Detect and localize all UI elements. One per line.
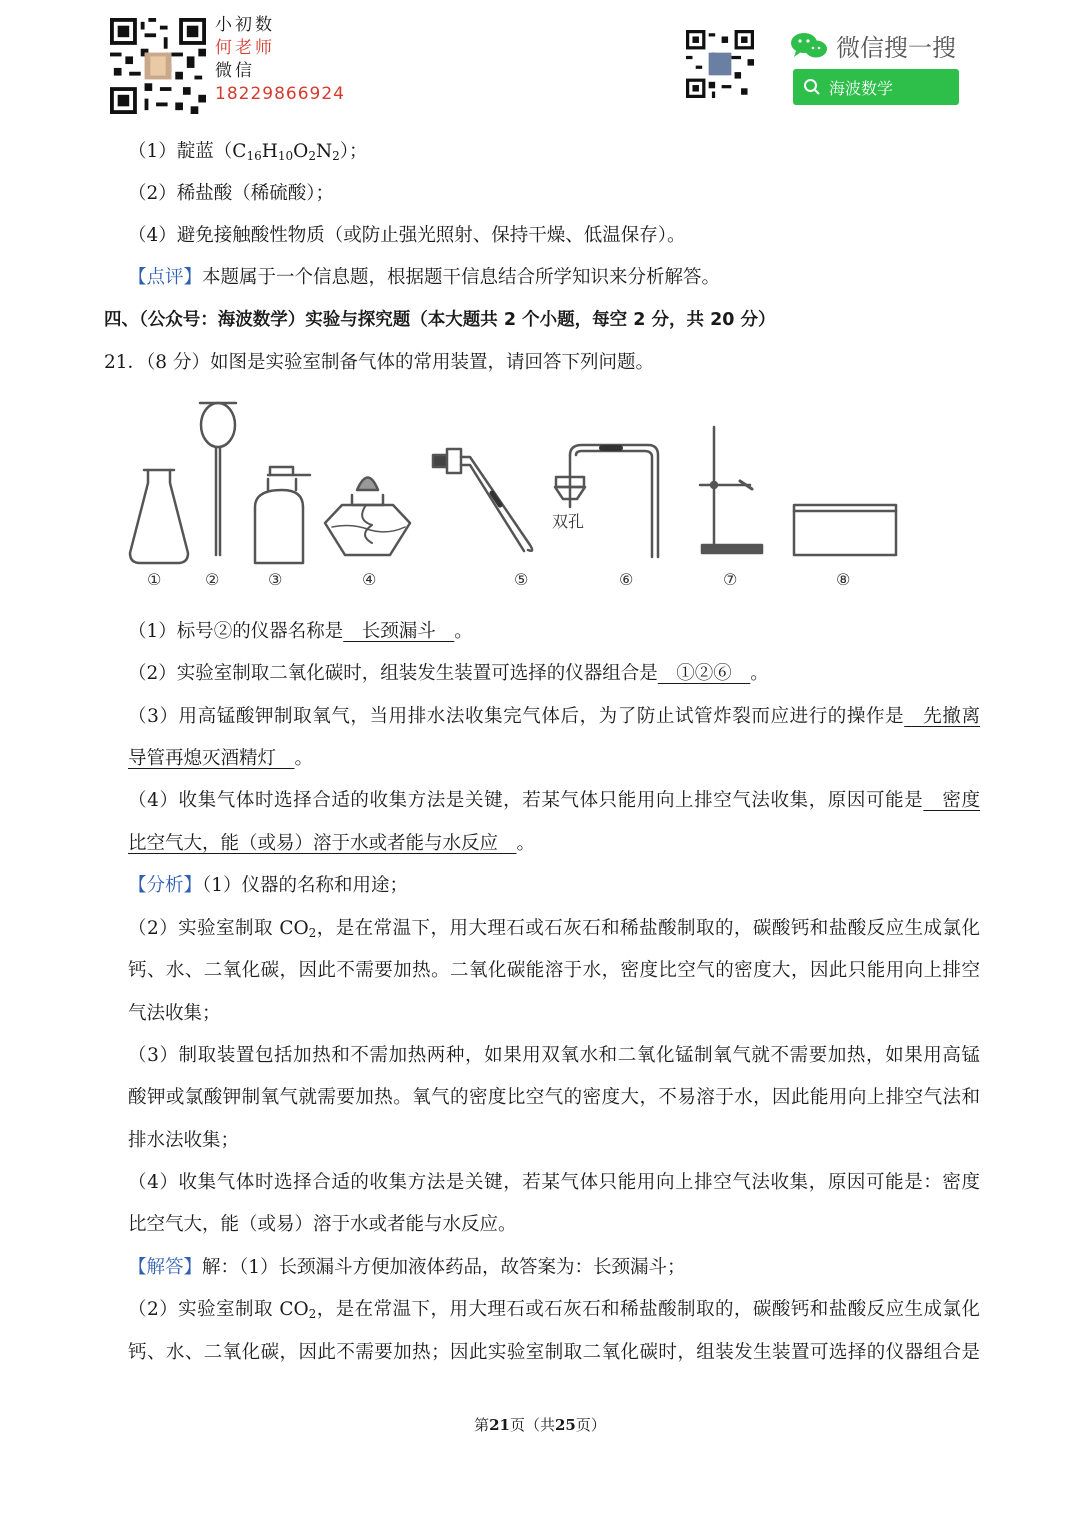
iron-stand [700,427,762,553]
answer-blank-3b: 导管再熄灭酒精灯 [128,748,295,769]
long-neck-funnel [200,403,236,555]
sub-question-4a: （4）收集气体时选择合适的收集方法是关键，若某气体只能用向上排空气法收集，原因可能是 密度 [128,790,980,811]
qr-code-right [686,30,754,98]
question-21: 21．（8 分）如图是实验室制备气体的常用装置，请回答下列问题。 [104,352,654,373]
analysis-line-4a: （4）收集气体时选择合适的收集方法是关键，若某气体只能用向上排空气法收集，原因可能是：密度 [128,1172,980,1193]
search-icon [803,78,821,96]
conical-flask [130,470,188,563]
analysis-line-4b: 比空气大，能（或易）溶于水或者能与水反应。 [128,1214,517,1235]
answer-blank-4b: 比空气大，能（或易）溶于水或者能与水反应 [128,833,517,854]
handwriting-phone: 18229866924 [215,84,345,104]
comment-line: 【点评】本题属于一个信息题，根据题干信息结合所学知识来分析解答。 [128,267,721,288]
analysis-line-2a: （2）实验室制取 $CO_2$，是在常温下，用大理石或石灰石和稀盐酸制取的，碳酸钙和盐酸反应生成氯化 [128,918,980,940]
analysis-line-3a: （3）制取装置包括加热和不需加热两种，如果用双氧水和二氧化锰制氧气就不需要加热，如果用高锰 [128,1045,980,1066]
wechat-icon [790,31,828,61]
answer-blank-3a: 先撤离 [904,706,980,727]
figure-label-6: ⑥ [619,570,634,589]
figure-label-5: ⑤ [514,570,529,589]
alcohol-lamp [325,478,410,556]
sub-question-2: （2）实验室制取二氧化碳时，组装发生装置可选择的仪器组合是 ①②⑥ 。 [128,663,769,684]
comment-tag: 【点评】 [128,267,203,288]
analysis-line-1: 【分析】（1）仪器的名称和用途； [128,875,409,896]
search-button[interactable] [793,69,959,105]
sub-question-4b: 比空气大，能（或易）溶于水或者能与水反应 。 [128,833,536,854]
answer-line-1: （1）靛蓝$(C_{16}H_{10}O_2N_2)$； [128,141,368,163]
handwriting-line-2: 何老师 [215,38,275,58]
answer-line-a2: （2）实验室制取 $CO_2$，是在常温下，用大理石或石灰石和稀盐酸制取的，碳酸钙和盐酸反应生成氯化 [128,1299,980,1321]
answer-tag: 【解答】 [128,1257,203,1278]
wechat-search-label: 微信搜一搜 [836,34,956,62]
bent-tube-with-stopper [433,449,532,551]
figure-label-3: ③ [268,570,283,589]
search-button-label: 海波数学 [829,78,894,98]
analysis-line-3b: 酸钾或氯酸钾制氧气就需要加热。氧气的密度比空气的密度大，不易溶于水，因此能用向上排空气法和 [128,1087,980,1108]
page-footer: 第21页（共25页） [474,1416,606,1434]
figure-label-4: ④ [362,570,377,589]
answer-blank-1: 长颈漏斗 [343,621,455,642]
two-hole-stopper-tube [555,445,658,557]
answer-line-a3: 钙、水、二氧化碳，因此不需要加热；因此实验室制取二氧化碳时，组装发生装置可选择的仪器组合是 [128,1342,980,1363]
handwriting-line-3: 微信 [215,61,255,81]
answer-blank-4a: 密度 [923,790,980,811]
analysis-line-3c: 排水法收集； [128,1130,240,1151]
sub-question-1: （1）标号②的仪器名称是 长颈漏斗 。 [128,621,473,642]
analysis-line-2b: 钙、水、二氧化碳，因此不需要加热。二氧化碳能溶于水，密度比空气的密度大，因此只能用向上排空 [128,960,980,981]
handwriting-note [215,14,345,106]
answer-line-4: （4）避免接触酸性物质（或防止强光照射、保持干燥、低温保存）。 [128,225,686,246]
reagent-bottle [255,467,310,563]
section-title: 四、（公众号：海波数学）实验与探究题（本大题共 2 个小题，每空 2 分，共 20 分） [104,310,776,330]
sub-question-3a: （3）用高锰酸钾制取氧气，当用排水法收集完气体后，为了防止试管炸裂而应进行的操作是 先撤离 [128,706,980,727]
analysis-tag: 【分析】 [128,875,203,896]
figure-label-7: ⑦ [723,570,738,589]
answer-blank-2: ①②⑥ [657,663,751,684]
wechat-search-brand [790,28,956,63]
stopper-label: 双孔 [552,512,585,531]
page-number: 21 [489,1416,510,1434]
qr-code-left [110,18,206,114]
handwriting-line-1: 小初数 [215,15,275,35]
figure-label-2: ② [205,570,220,589]
water-trough [794,505,896,555]
figure-label-1: ① [147,570,162,589]
answer-line-2: （2）稀盐酸（稀硫酸）； [128,183,335,204]
answer-line-a1: 【解答】解：（1）长颈漏斗方便加液体药品，故答案为：长颈漏斗； [128,1257,686,1278]
sub-question-3b: 导管再熄灭酒精灯 。 [128,748,314,769]
header [0,0,1080,125]
page-total: 25 [555,1416,576,1434]
figure-label-8: ⑧ [836,570,851,589]
analysis-line-2c: 气法收集； [128,1003,221,1024]
